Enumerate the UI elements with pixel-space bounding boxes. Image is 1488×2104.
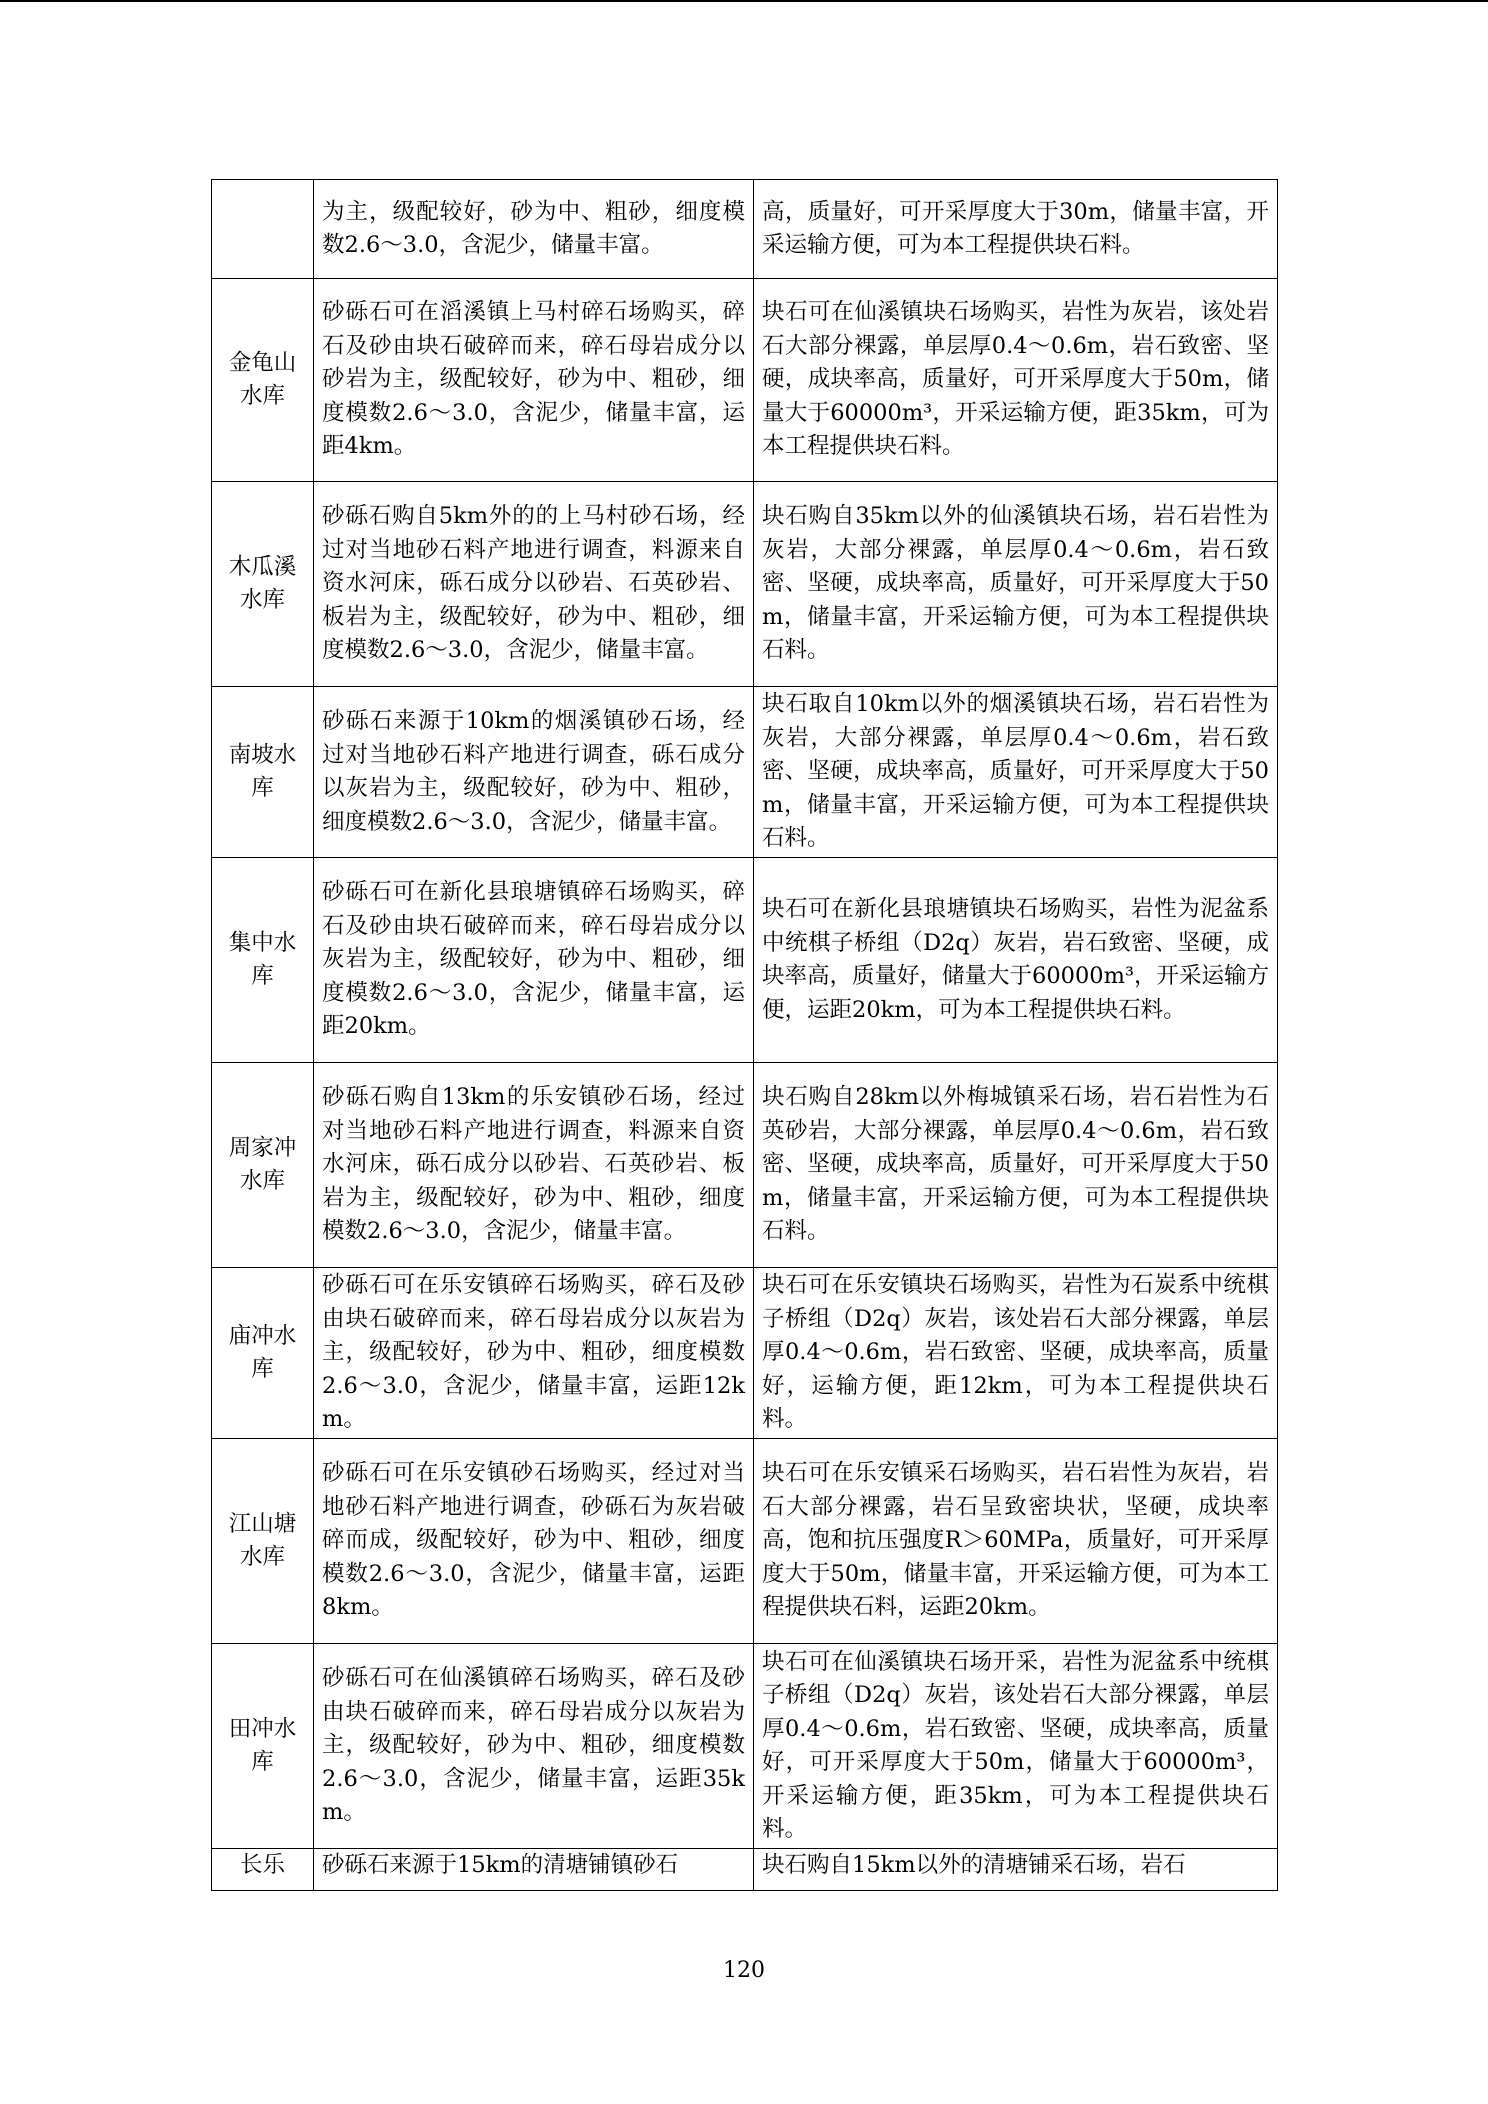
table-row	[212, 482, 1278, 687]
block-stone-source-cell: 高，质量好，可开采厚度大于30m，储量丰富，开采运输方便，可为本工程提供块石料。	[754, 180, 1278, 279]
reservoir-name-cell: 周家冲水库	[212, 1063, 314, 1268]
block-stone-source-cell: 块石可在乐安镇采石场购买，岩石岩性为灰岩，岩石大部分裸露，岩石呈致密块状，坚硬，成块率高，饱和抗压强度R＞60MPa，质量好，可开采厚度大于50m，储量丰富，开采运输方便，可为本工程提供块石料，运距20km。	[754, 1439, 1278, 1644]
block-stone-source-cell: 块石购自35km以外的仙溪镇块石场，岩石岩性为灰岩，大部分裸露，单层厚0.4～0.6m，岩石致密、坚硬，成块率高，质量好，可开采厚度大于50m，储量丰富，开采运输方便，可为本工程提供块石料。	[754, 482, 1278, 687]
sand-gravel-source-cell: 砂砾石来源于15km的清塘铺镇砂石	[314, 1849, 754, 1891]
sand-gravel-source-cell: 砂砾石可在新化县琅塘镇碎石场购买，碎石及砂由块石破碎而来，碎石母岩成分以灰岩为主，级配较好，砂为中、粗砂，细度模数2.6～3.0，含泥少，储量丰富，运距20km。	[314, 858, 754, 1063]
table-row	[212, 1268, 1278, 1439]
table-row	[212, 858, 1278, 1063]
page-number: 120	[723, 1958, 765, 1983]
sand-gravel-source-cell: 砂砾石可在乐安镇砂石场购买，经过对当地砂石料产地进行调查，砂砾石为灰岩破碎而成，级配较好，砂为中、粗砂，细度模数2.6～3.0，含泥少，储量丰富，运距8km。	[314, 1439, 754, 1644]
table-row	[212, 1644, 1278, 1849]
block-stone-source-cell: 块石可在乐安镇块石场购买，岩性为石炭系中统棋子桥组（D2q）灰岩，该处岩石大部分裸露，单层厚0.4～0.6m，岩石致密、坚硬，成块率高，质量好，运输方便，距12km，可为本工程提供块石料。	[754, 1268, 1278, 1439]
reservoir-name-cell: 田冲水库	[212, 1644, 314, 1849]
page-top-rule	[0, 0, 1488, 2]
reservoir-name-cell	[212, 180, 314, 279]
table-row	[212, 1439, 1278, 1644]
sand-gravel-source-cell: 砂砾石购自5km外的的上马村砂石场，经过对当地砂石料产地进行调查，料源来自资水河床，砾石成分以砂岩、石英砂岩、板岩为主，级配较好，砂为中、粗砂，细度模数2.6～3.0，含泥少，储量丰富。	[314, 482, 754, 687]
table-row	[212, 1063, 1278, 1268]
reservoir-name-cell: 木瓜溪水库	[212, 482, 314, 687]
block-stone-source-cell: 块石可在仙溪镇块石场开采，岩性为泥盆系中统棋子桥组（D2q）灰岩，该处岩石大部分裸露，单层厚0.4～0.6m，岩石致密、坚硬，成块率高，质量好，可开采厚度大于50m，储量大于60000m³，开采运输方便，距35km，可为本工程提供块石料。	[754, 1644, 1278, 1849]
sand-gravel-source-cell: 砂砾石可在仙溪镇碎石场购买，碎石及砂由块石破碎而来，碎石母岩成分以灰岩为主，级配较好，砂为中、粗砂，细度模数2.6～3.0，含泥少，储量丰富，运距35km。	[314, 1644, 754, 1849]
reservoir-name-cell: 金龟山水库	[212, 279, 314, 482]
reservoir-name-cell: 庙冲水库	[212, 1268, 314, 1439]
block-stone-source-cell: 块石购自15km以外的清塘铺采石场，岩石	[754, 1849, 1278, 1891]
reservoir-name-cell: 集中水库	[212, 858, 314, 1063]
reservoir-name-cell: 南坡水库	[212, 687, 314, 858]
sand-gravel-source-cell: 为主，级配较好，砂为中、粗砂，细度模数2.6～3.0，含泥少，储量丰富。	[314, 180, 754, 279]
sand-gravel-source-cell: 砂砾石可在滔溪镇上马村碎石场购买，碎石及砂由块石破碎而来，碎石母岩成分以砂岩为主，级配较好，砂为中、粗砂，细度模数2.6～3.0，含泥少，储量丰富，运距4km。	[314, 279, 754, 482]
table-row	[212, 180, 1278, 279]
block-stone-source-cell: 块石取自10km以外的烟溪镇块石场，岩石岩性为灰岩，大部分裸露，单层厚0.4～0.6m，岩石致密、坚硬，成块率高，质量好，可开采厚度大于50m，储量丰富，开采运输方便，可为本工程提供块石料。	[754, 687, 1278, 858]
block-stone-source-cell: 块石购自28km以外梅城镇采石场，岩石岩性为石英砂岩，大部分裸露，单层厚0.4～0.6m，岩石致密、坚硬，成块率高，质量好，可开采厚度大于50m，储量丰富，开采运输方便，可为本工程提供块石料。	[754, 1063, 1278, 1268]
table-row	[212, 687, 1278, 858]
sand-gravel-source-cell: 砂砾石购自13km的乐安镇砂石场，经过对当地砂石料产地进行调查，料源来自资水河床，砾石成分以砂岩、石英砂岩、板岩为主，级配较好，砂为中、粗砂，细度模数2.6～3.0，含泥少，储量丰富。	[314, 1063, 754, 1268]
block-stone-source-cell: 块石可在仙溪镇块石场购买，岩性为灰岩，该处岩石大部分裸露，单层厚0.4～0.6m，岩石致密、坚硬，成块率高，质量好，可开采厚度大于50m，储量大于60000m³，开采运输方便，距35km，可为本工程提供块石料。	[754, 279, 1278, 482]
table-row	[212, 279, 1278, 482]
reservoir-name-cell: 江山塘水库	[212, 1439, 314, 1644]
block-stone-source-cell: 块石可在新化县琅塘镇块石场购买，岩性为泥盆系中统棋子桥组（D2q）灰岩，岩石致密、坚硬，成块率高，质量好，储量大于60000m³，开采运输方便，运距20km，可为本工程提供块石料。	[754, 858, 1278, 1063]
sand-gravel-source-cell: 砂砾石可在乐安镇碎石场购买，碎石及砂由块石破碎而来，碎石母岩成分以灰岩为主，级配较好，砂为中、粗砂，细度模数2.6～3.0，含泥少，储量丰富，运距12km。	[314, 1268, 754, 1439]
table-row	[212, 1849, 1278, 1891]
material-source-table	[211, 179, 1278, 1891]
sand-gravel-source-cell: 砂砾石来源于10km的烟溪镇砂石场，经过对当地砂石料产地进行调查，砾石成分以灰岩为主，级配较好，砂为中、粗砂，细度模数2.6～3.0，含泥少，储量丰富。	[314, 687, 754, 858]
reservoir-name-cell: 长乐	[212, 1849, 314, 1891]
